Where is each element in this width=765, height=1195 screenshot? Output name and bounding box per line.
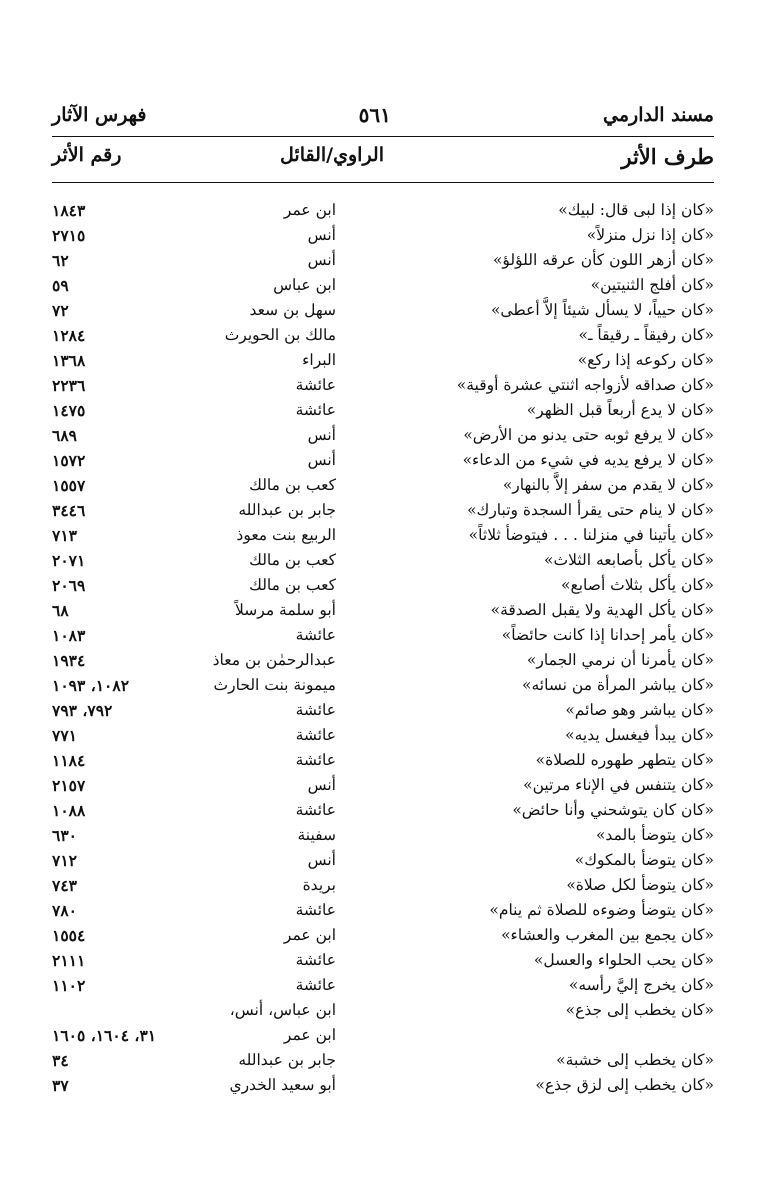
rawi-name: عبدالرحمٰن بن معاذ <box>212 651 336 669</box>
running-header <box>52 98 714 132</box>
rawi-name: أنس <box>307 451 336 469</box>
rawi-name: أبو سعيد الخدري <box>229 1076 336 1094</box>
table-row <box>52 273 714 298</box>
rawi-name: أبو سلمة مرسلاً <box>235 601 336 619</box>
section-title: فهرس الآثار <box>52 104 147 126</box>
rawi-name: كعب بن مالك <box>249 576 336 594</box>
rawi-name: بريدة <box>302 876 336 894</box>
table-row <box>52 998 714 1023</box>
table-row <box>52 673 714 698</box>
athar-text: «كان يبدأ فيغسل يديه» <box>565 726 714 744</box>
athar-number: ٧٢ <box>52 301 69 320</box>
athar-text: «كان حيياً، لا يسأل شيئاً إلاَّ أعطى» <box>490 301 714 319</box>
column-header-number: رقم الأثر <box>52 144 122 166</box>
rawi-name: ابن عمر <box>283 1026 336 1044</box>
athar-number: ١٩٣٤ <box>52 651 86 670</box>
rawi-name: أنس <box>307 426 336 444</box>
rawi-name: عائشة <box>295 701 336 719</box>
table-row <box>52 698 714 723</box>
athar-text: «كان يحب الحلواء والعسل» <box>533 951 714 969</box>
table-row <box>52 948 714 973</box>
rawi-name: البراء <box>302 351 336 369</box>
athar-number: ٧٩٢، ٧٩٣ <box>52 701 113 720</box>
athar-number: ٧٨٠ <box>52 901 77 920</box>
rawi-name: سفينة <box>297 826 336 844</box>
table-row <box>52 848 714 873</box>
rawi-name: أنس <box>307 226 336 244</box>
athar-text: «كان لا يقدم من سفر إلاَّ بالنهار» <box>502 476 714 494</box>
table-row <box>52 498 714 523</box>
athar-text: «كان ركوعه إذا ركع» <box>577 351 714 369</box>
table-row <box>52 973 714 998</box>
athar-text: «كان إذا لبى قال: لبيك» <box>558 201 714 219</box>
athar-number: ٧١٣ <box>52 526 77 545</box>
table-row <box>52 898 714 923</box>
athar-text: «كان يأمرنا أن نرمي الجمار» <box>526 651 714 669</box>
table-row <box>52 748 714 773</box>
athar-number: ٧٧١ <box>52 726 77 745</box>
table-row <box>52 923 714 948</box>
rawi-name: عائشة <box>295 976 336 994</box>
athar-text: «كان يأكل بأصابعه الثلاث» <box>544 551 714 569</box>
athar-text: «كان صداقه لأزواجه اثنتي عشرة أوقية» <box>456 376 714 394</box>
table-row <box>52 1023 714 1048</box>
athar-number: ١٣٦٨ <box>52 351 86 370</box>
athar-number: ٣٤٤٦ <box>52 501 86 520</box>
athar-text: «كان لا ينام حتى يقرأ السجدة وتبارك» <box>467 501 714 519</box>
rawi-name: ابن عباس <box>273 276 336 294</box>
athar-number: ١١٠٢ <box>52 976 86 995</box>
athar-number: ٦٢ <box>52 251 69 270</box>
athar-text: «كان أفلج الثنيتين» <box>590 276 714 294</box>
athar-text: «كان يباشر وهو صائم» <box>565 701 714 719</box>
rawi-name: أنس <box>307 851 336 869</box>
rawi-name: ميمونة بنت الحارث <box>213 676 336 694</box>
table-row <box>52 248 714 273</box>
table-row <box>52 348 714 373</box>
table-row <box>52 323 714 348</box>
table-row <box>52 398 714 423</box>
column-header-rawi: الراوي/القائل <box>280 144 384 166</box>
rawi-name: جابر بن عبدالله <box>238 1051 336 1069</box>
athar-number: ١٢٨٤ <box>52 326 86 345</box>
column-header-athar: طرف الأثر <box>621 144 714 169</box>
athar-number: ١٤٧٥ <box>52 401 86 420</box>
athar-number: ٦٣٠ <box>52 826 77 845</box>
athar-number: ١٥٧٢ <box>52 451 86 470</box>
table-row <box>52 598 714 623</box>
table-row <box>52 823 714 848</box>
rawi-name: عائشة <box>295 901 336 919</box>
table-row <box>52 773 714 798</box>
athar-text: «كان لا يرفع يديه في شيء من الدعاء» <box>462 451 714 469</box>
athar-text: «كان يباشر المرأة من نسائه» <box>522 676 714 694</box>
athar-text: «كان يخطب إلى لزق جذع» <box>535 1076 714 1094</box>
athar-text: «كان يتوضأ بالمد» <box>595 826 714 844</box>
rawi-name: الربيع بنت معوذ <box>236 526 336 544</box>
rawi-name: كعب بن مالك <box>249 476 336 494</box>
athar-text: «كان يتطهر طهوره للصلاة» <box>535 751 714 769</box>
athar-text: «كان يخرج إليَّ رأسه» <box>568 976 714 994</box>
athar-number: ١٠٨٨ <box>52 801 86 820</box>
athar-text: «كان يتوضأ وضوءه للصلاة ثم ينام» <box>489 901 714 919</box>
athar-number: ٣٧ <box>52 1076 69 1095</box>
rawi-name: عائشة <box>295 626 336 644</box>
athar-number: ١٥٥٤ <box>52 926 86 945</box>
athar-text: «كان كان يتوشحني وأنا حائض» <box>512 801 714 819</box>
athar-number: ١١٨٤ <box>52 751 86 770</box>
column-headers <box>52 144 714 178</box>
athar-number: ٢١٥٧ <box>52 776 86 795</box>
rawi-name: عائشة <box>295 726 336 744</box>
athar-text: «كان يأتينا في منزلنا . . . فيتوضأ ثلاثاً» <box>468 526 714 544</box>
book-title: مسند الدارمي <box>603 104 714 126</box>
header-rule <box>52 136 714 137</box>
athar-text: «كان يأكل بثلاث أصابع» <box>561 576 714 594</box>
athar-text: «كان يأكل الهدية ولا يقبل الصدقة» <box>490 601 714 619</box>
athar-text: «كان رفيقاً ـ رقيقاً ـ» <box>578 326 714 344</box>
table-row <box>52 298 714 323</box>
athar-text: «كان يخطب إلى جذع» <box>565 1001 714 1019</box>
table-row <box>52 1073 714 1098</box>
rawi-name: كعب بن مالك <box>249 551 336 569</box>
rawi-name: سهل بن سعد <box>249 301 336 319</box>
athar-number: ٧١٢ <box>52 851 77 870</box>
athar-text: «كان يتوضأ لكل صلاة» <box>566 876 714 894</box>
table-row <box>52 223 714 248</box>
athar-number: ١٨٤٣ <box>52 201 86 220</box>
rawi-name: ابن عباس، أنس، <box>229 1001 336 1019</box>
athar-text: «كان يتوضأ بالمكوك» <box>574 851 714 869</box>
table-row <box>52 798 714 823</box>
rawi-name: ابن عمر <box>283 201 336 219</box>
table-row <box>52 623 714 648</box>
athar-number: ١٥٥٧ <box>52 476 86 495</box>
rawi-name: أنس <box>307 776 336 794</box>
table-row <box>52 548 714 573</box>
athar-text: «كان يأمر إحدانا إذا كانت حائضاً» <box>501 626 714 644</box>
rawi-name: عائشة <box>295 751 336 769</box>
athar-number: ٢١١١ <box>52 951 86 970</box>
athar-number: ٣٤ <box>52 1051 69 1070</box>
table-row <box>52 373 714 398</box>
athar-number: ٦٨٩ <box>52 426 77 445</box>
index-table <box>52 198 714 1098</box>
rawi-name: عائشة <box>295 376 336 394</box>
table-row <box>52 523 714 548</box>
table-row <box>52 448 714 473</box>
athar-number: ٧٤٣ <box>52 876 77 895</box>
athar-number: ٢٧١٥ <box>52 226 86 245</box>
rawi-name: جابر بن عبدالله <box>238 501 336 519</box>
table-row <box>52 198 714 223</box>
athar-number: ٣١، ١٦٠٤، ١٦٠٥ <box>52 1026 157 1045</box>
table-row <box>52 1048 714 1073</box>
athar-text: «كان لا يدع أربعاً قبل الظهر» <box>526 401 714 419</box>
table-row <box>52 648 714 673</box>
column-header-rule <box>52 182 714 183</box>
athar-text: «كان لا يرفع ثوبه حتى يدنو من الأرض» <box>463 426 714 444</box>
athar-number: ١٠٨٢، ١٠٩٣ <box>52 676 130 695</box>
athar-text: «كان يجمع بين المغرب والعشاء» <box>501 926 714 944</box>
athar-number: ٢٢٣٦ <box>52 376 86 395</box>
rawi-name: مالك بن الحويرث <box>224 326 336 344</box>
rawi-name: ابن عمر <box>283 926 336 944</box>
rawi-name: عائشة <box>295 801 336 819</box>
athar-number: ٦٨ <box>52 601 69 620</box>
table-row <box>52 573 714 598</box>
table-row <box>52 423 714 448</box>
table-row <box>52 473 714 498</box>
athar-number: ١٠٨٣ <box>52 626 86 645</box>
athar-text: «كان إذا نزل منزلاً» <box>586 226 714 244</box>
page-number: ٥٦١ <box>358 103 391 127</box>
athar-number: ٢٠٧١ <box>52 551 86 570</box>
rawi-name: عائشة <box>295 401 336 419</box>
rawi-name: عائشة <box>295 951 336 969</box>
athar-text: «كان يتنفس في الإناء مرتين» <box>523 776 714 794</box>
table-row <box>52 873 714 898</box>
rawi-name: أنس <box>307 251 336 269</box>
athar-number: ٢٠٦٩ <box>52 576 86 595</box>
athar-text: «كان يخطب إلى خشبة» <box>556 1051 714 1069</box>
table-row <box>52 723 714 748</box>
athar-text: «كان أزهر اللون كأن عرقه اللؤلؤ» <box>492 251 714 269</box>
athar-number: ٥٩ <box>52 276 69 295</box>
